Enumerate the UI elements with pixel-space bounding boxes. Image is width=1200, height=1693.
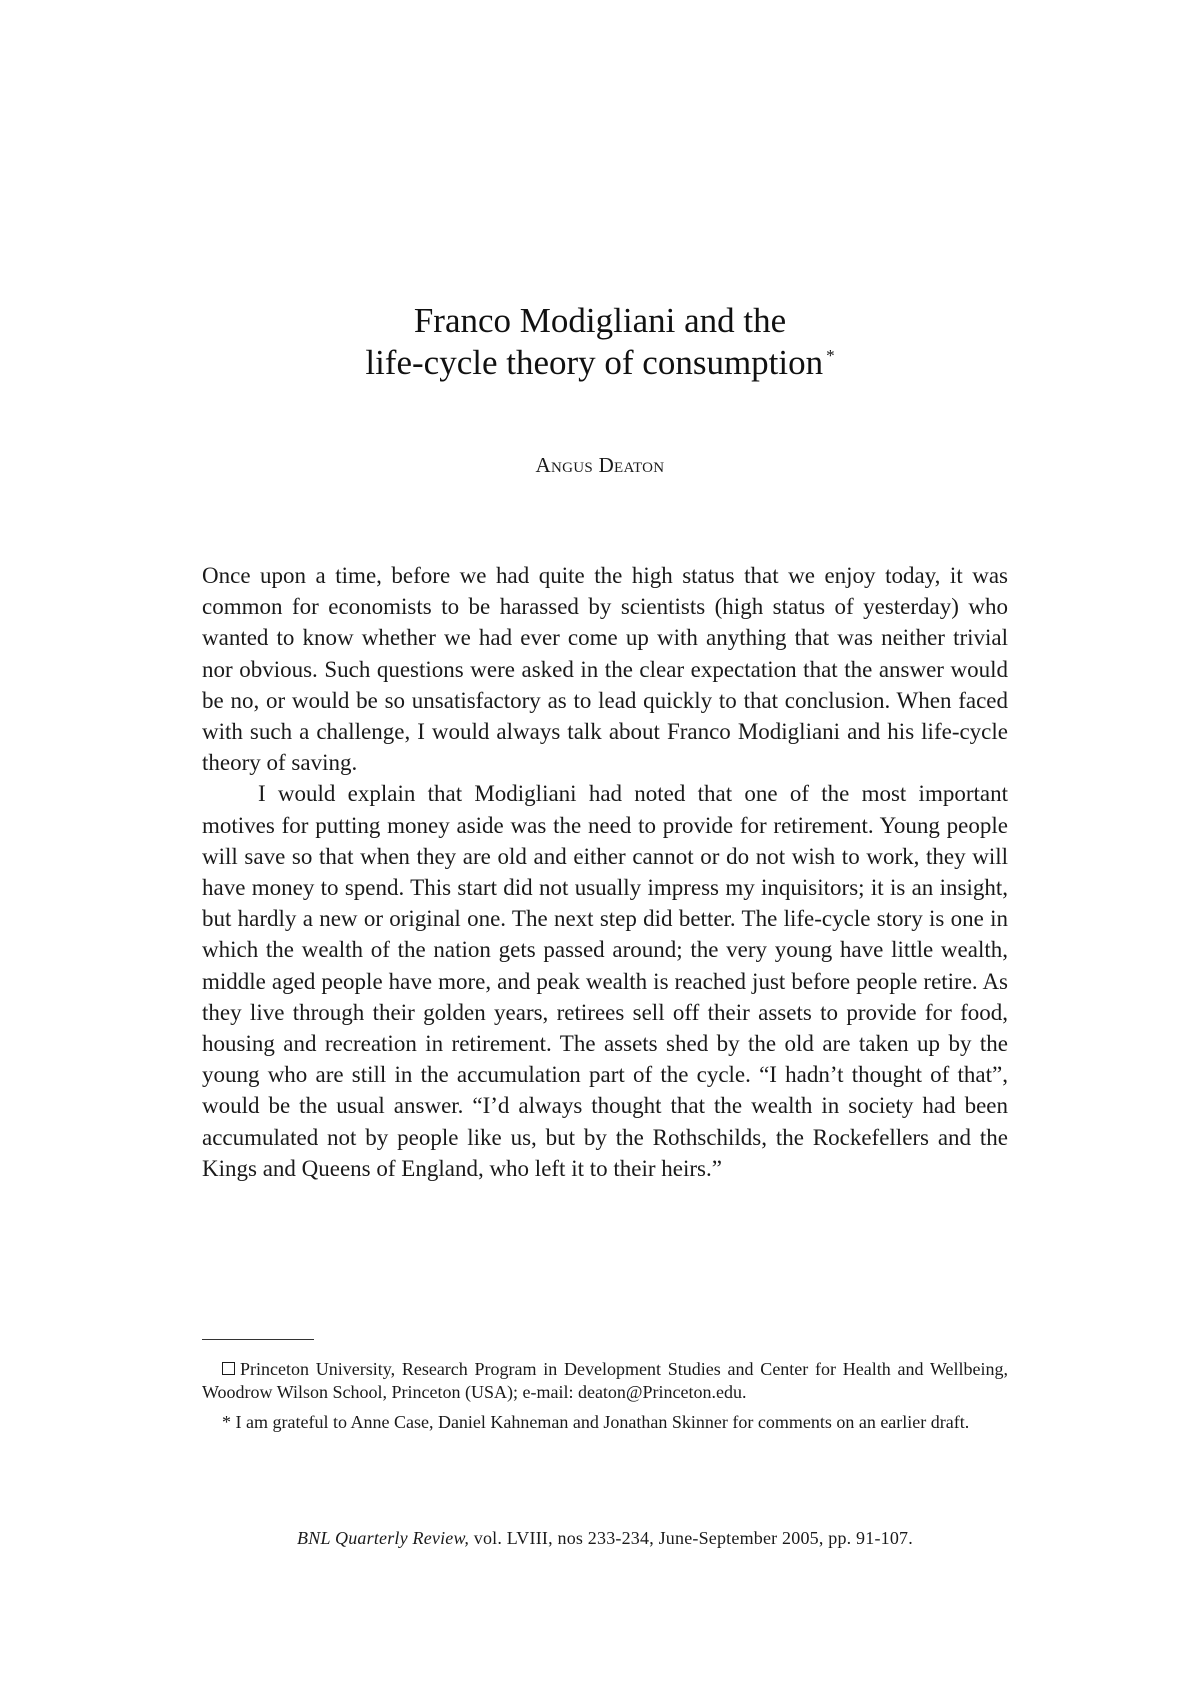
paragraph-2: I would explain that Modigliani had noted that one of the most important motives for putting money aside was the need to provide for retirement. Young people will save so that when they are old and either cannot or do not wish to work, they will have money to spend. This start did not usually impress my inquisitors; it is an insight, but hardly a new or original one. The next step did better. The life-cycle story is one in which the wealth of the nation gets passed around; the very young have little wealth, middle aged people have more, and peak wealth is reached just before people retire. As they live through their golden years, retirees sell off their assets to provide for food, housing and recreation in retirement. The assets shed by the old are taken up by the young who are still in the accumulation part of the cycle. “I hadn’t thought of that”, would be the usual answer. “I’d always thought that the wealth in society had been accumulated not by people like us, but by the Rothschilds, the Rockefellers and the Kings and Queens of England, who left it to their heirs.” [202,781,1008,1181]
paragraph-1: Once upon a time, before we had quite the high status that we enjoy today, it was common for economists to be harassed by scientists (high status of yesterday) who wanted to know whether we had ever come up with anything that was neither trivial nor obvious. Such questions were asked in the clear expectation that the answer would be no, or would be so unsatisfactory as to lead quickly to that conclusion. When faced with such a challenge, I would always talk about Franco Modigliani and his life-cycle theory of saving. [202,563,1008,776]
article-body [202,560,1008,1184]
title-line-2-text: life-cycle theory of consumption [365,343,824,382]
square-bullet-icon [222,1362,235,1375]
footnote-divider [202,1339,314,1340]
journal-details: vol. LVIII, nos 233-234, June-September 2005, pp. 91-107. [473,1528,913,1548]
footnote-acknowledgement: * I am grateful to Anne Case, Daniel Kahneman and Jonathan Skinner for comments on an earlier draft. [222,1412,970,1432]
title-footnote-mark: * [826,346,835,366]
journal-citation [202,1527,1008,1549]
footnotes [202,1358,1008,1442]
article-title [200,300,1000,384]
journal-name: BNL Quarterly Review, [297,1528,470,1548]
author-name: Angus Deaton [535,453,665,477]
footnote-affiliation-text: Princeton University, Research Program in Development Studies and Center for Health and Wellbeing, Woodrow Wilson School, Princeton (USA); e-mail: deaton@Princeton.edu. [202,1359,1008,1402]
footnote-affiliation [202,1358,1008,1403]
title-line-2 [200,342,1000,384]
title-line-1: Franco Modigliani and the [413,301,787,340]
